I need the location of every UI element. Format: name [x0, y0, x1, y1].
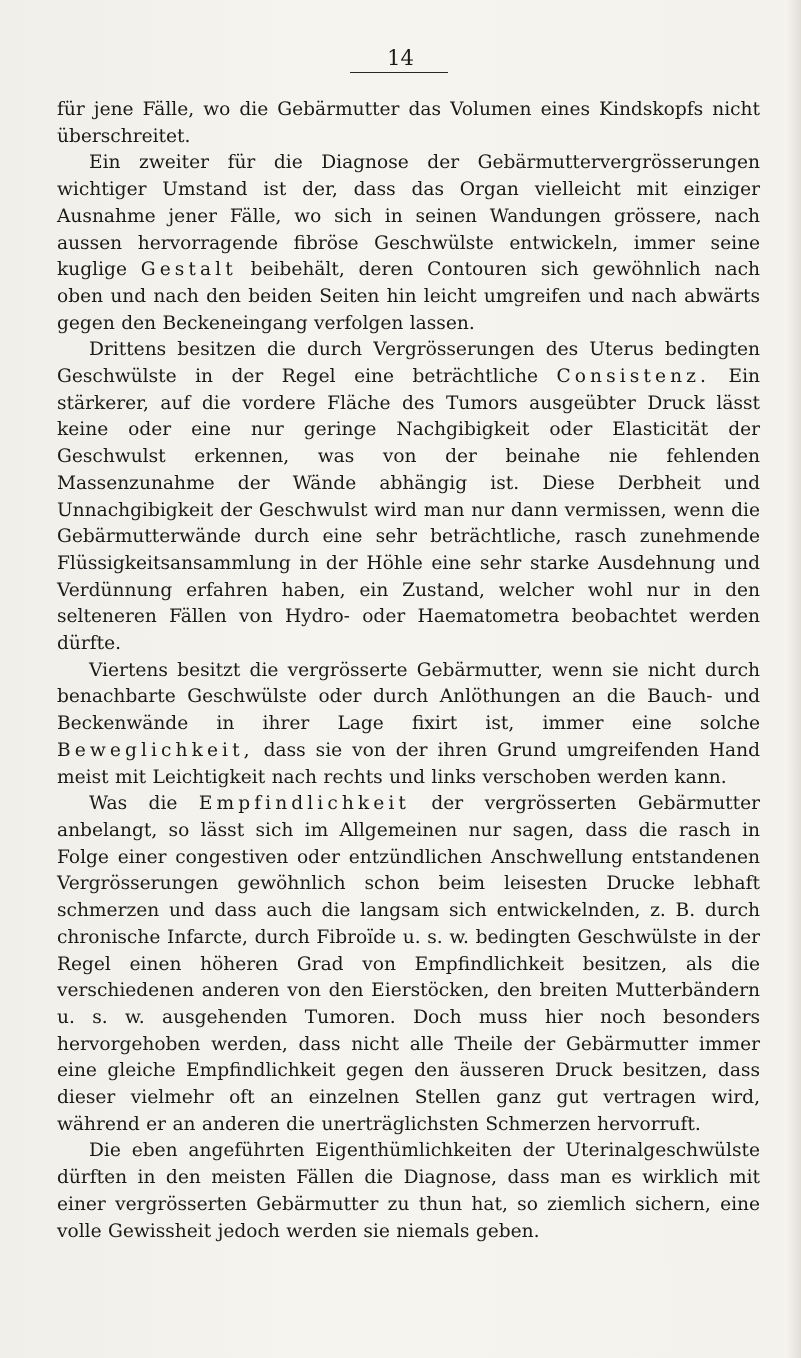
paragraph	[57, 97, 760, 150]
paragraph-text: Was die	[89, 793, 199, 815]
paragraph-text: beibehält, deren Contouren sich gewöhnlich nach oben und nach den beiden Seiten hin leicht umgreifen und nach abwärts gegen den Beckeneingang verfolgen lassen.	[57, 259, 760, 334]
emphasized-term: Beweglichkeit,	[57, 739, 254, 761]
emphasized-term: Empfindlichkeit	[198, 793, 410, 815]
body-text	[57, 97, 760, 1245]
paragraph-text: Ein zweiter für die Diagnose der Gebärmuttervergrösserungen wichtiger Umstand ist der, dass das Organ vielleicht mit einziger Ausnahme jener Fälle, wo sich in seinen Wandungen grössere, nach aussen hervorragende fibröse Geschwülste entwickeln, immer seine kuglige	[57, 152, 760, 281]
paragraph-text: für jene Fälle, wo die Gebärmutter das Volumen eines Kindskopfs nicht überschreitet.	[57, 99, 760, 147]
page-number: 14	[387, 46, 414, 70]
page-edge-shadow	[787, 0, 801, 1358]
paragraph	[57, 1138, 760, 1245]
paragraph-text: Die eben angeführten Eigenthümlichkeiten der Uterinalgeschwülste dürften in den meisten Fällen die Diagnose, dass man es wirklich mit einer vergrösserten Gebärmutter zu thun hat, so ziemlich sichern, eine volle Gewissheit jedoch werden sie niemals geben.	[57, 1140, 760, 1242]
paragraph	[57, 658, 760, 792]
emphasized-term: Consistenz.	[556, 366, 711, 388]
paragraph	[57, 150, 760, 337]
paragraph-text: Drittens besitzen die durch Vergrösserungen des Uterus bedingten Geschwülste in der Regel eine beträchtliche	[57, 339, 760, 388]
paragraph	[57, 791, 760, 1138]
paragraph	[57, 337, 760, 657]
paragraph-text: dass sie von der ihren Grund umgreifenden Hand meist mit Leichtigkeit nach rechts und links verschoben werden kann.	[57, 739, 760, 788]
paragraph-text: Viertens besitzt die vergrösserte Gebärmutter, wenn sie nicht durch benachbarte Geschwülste oder durch Anlöthungen an die Bauch- und Beckenwände in ihrer Lage fixirt ist, immer eine solche	[57, 659, 760, 735]
emphasized-term: Gestalt	[140, 259, 237, 281]
page-number-rule	[350, 72, 448, 73]
paragraph-text: der vergrösserten Gebärmutter anbelangt, so lässt sich im Allgemeinen nur sagen, dass die rasch in Folge einer congestiven oder entzündlichen Anschwellung entstandenen Vergrösserungen gewöhnlich schon beim leisesten Drucke lebhaft schmerzen und dass auch die langsam sich entwickelnden, z. B. durch chronische Infarcte, durch Fibroïde u. s. w. bedingten Geschwülste in der Regel einen höheren Grad von Empfindlichkeit besitzen, als die verschiedenen anderen von den Eierstöcken, den breiten Mutterbändern u. s. w. ausgehenden Tumoren. Doch muss hier noch besonders hervorgehoben werden, dass nicht alle Theile der Gebärmutter immer eine gleiche Empfindlichkeit gegen den äusseren Druck besitzen, dass dieser vielmehr oft an einzelnen Stellen ganz gut vertragen wird, während er an anderen die unerträglichsten Schmerzen hervorruft.	[57, 793, 761, 1135]
paragraph-text: Ein stärkerer, auf die vordere Fläche des Tumors ausgeübter Druck lässt keine oder eine nur geringe Nachgibigkeit oder Elasticität der Geschwulst erkennen, was von der beinahe nie fehlenden Massenzunahme der Wände abhängig ist. Diese Derbheit und Unnachgibigkeit der Geschwulst wird man nur dann vermissen, wenn die Gebärmutterwände durch eine sehr beträchtliche, rasch zunehmende Flüssigkeitsansammlung in der Höhle eine sehr starke Ausdehnung und Verdünnung erfahren haben, ein Zustand, welcher wohl nur in den selteneren Fällen von Hydro- oder Haematometra beobachtet werden dürfte.	[57, 366, 761, 655]
